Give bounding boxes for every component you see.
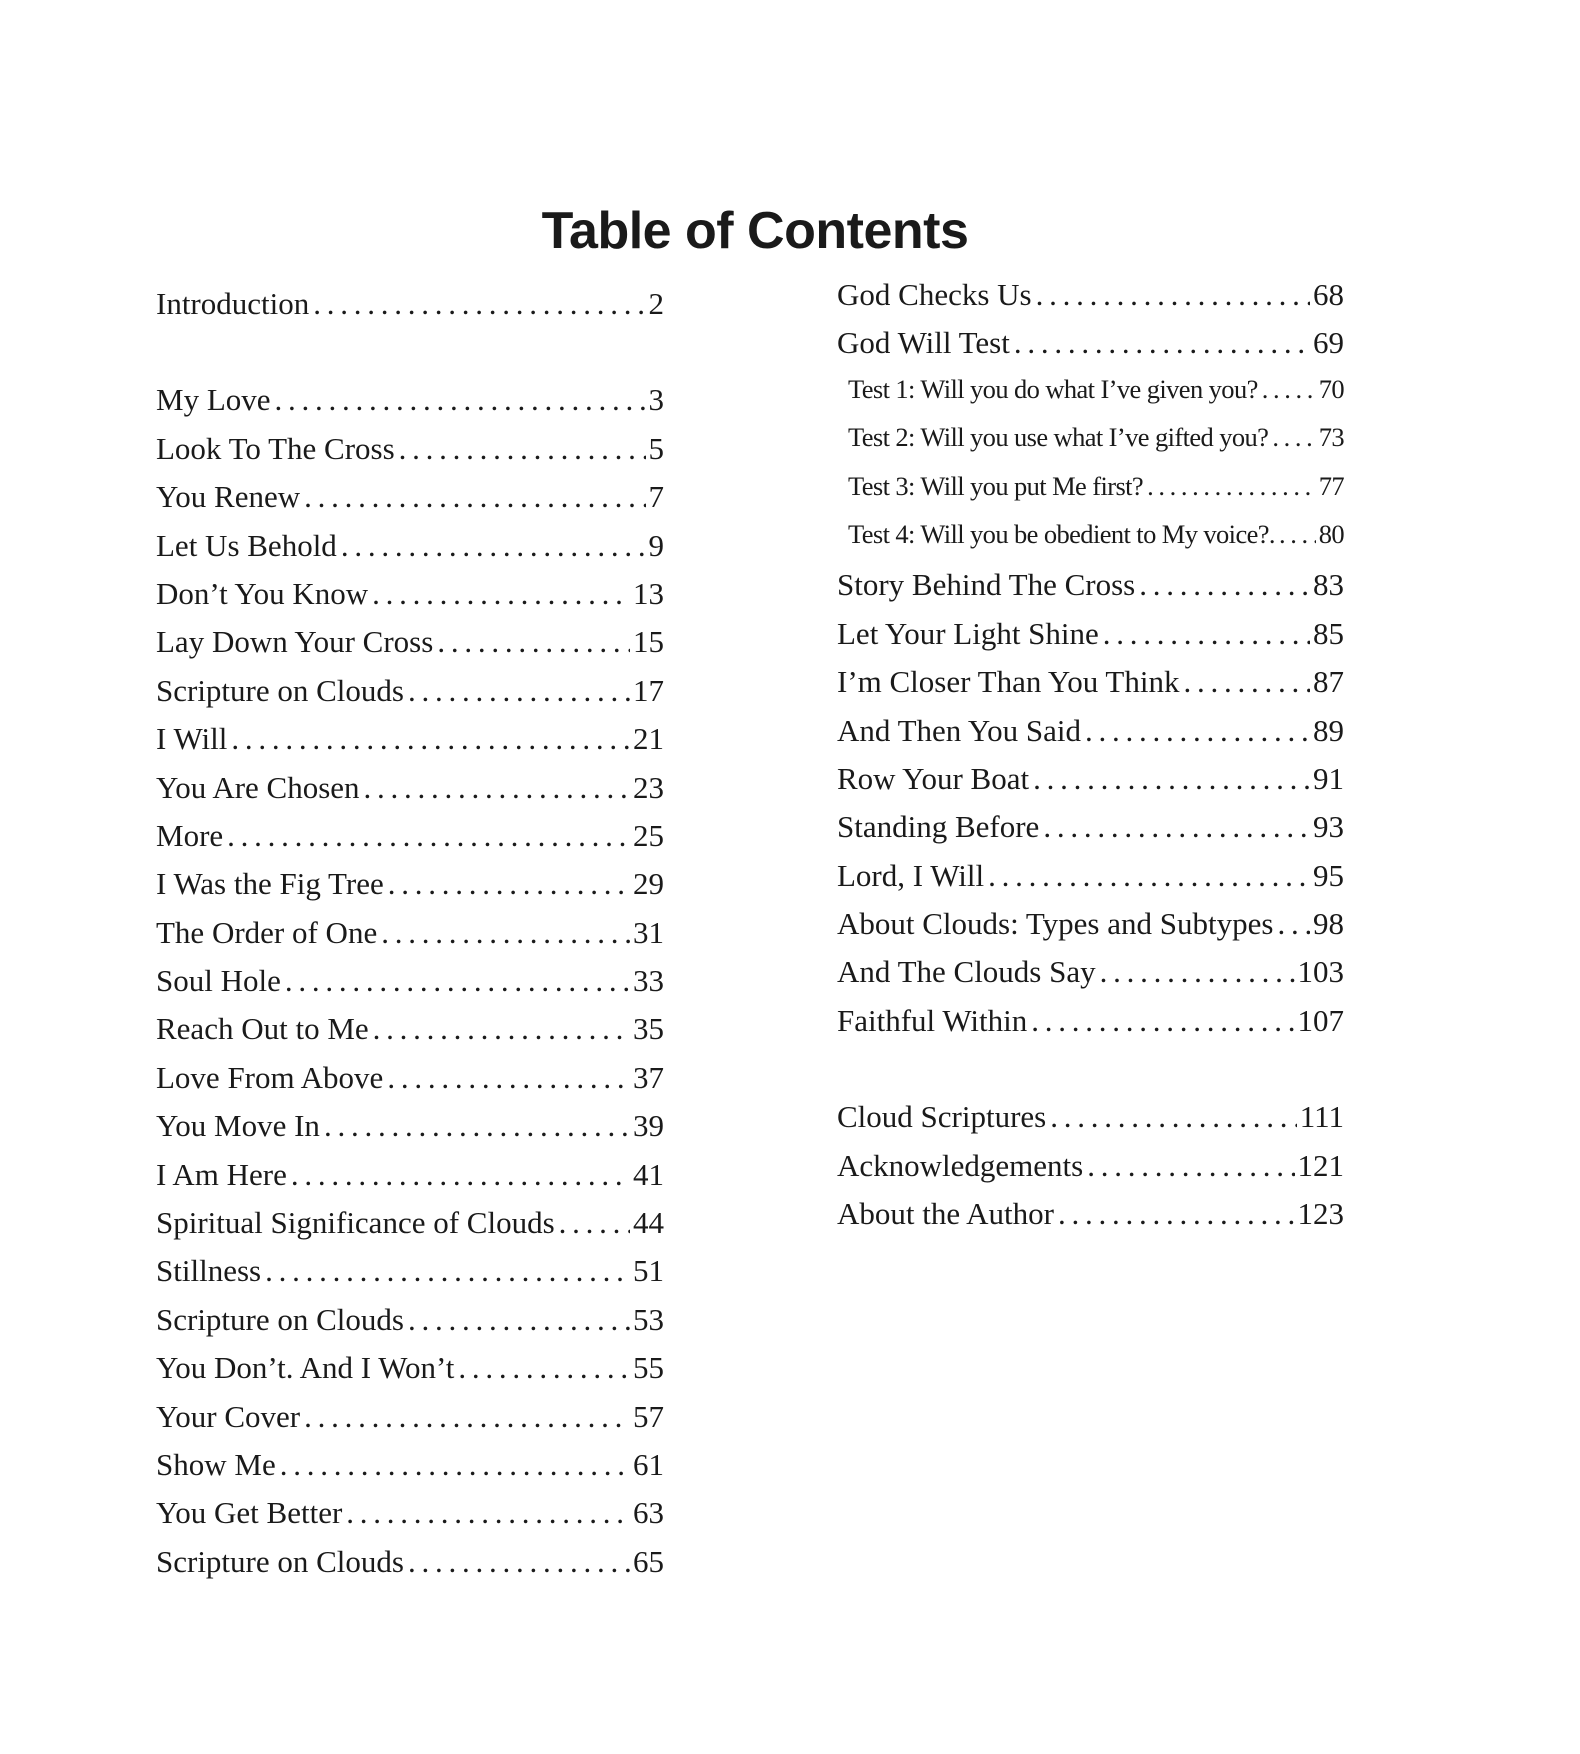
dot-leader — [408, 1302, 630, 1338]
dot-leader — [324, 1108, 630, 1144]
toc-entry[interactable] — [156, 1302, 664, 1350]
toc-entry-introduction[interactable] — [156, 286, 664, 334]
toc-entry[interactable] — [156, 1253, 664, 1301]
toc-entry-page: 51 — [633, 1253, 664, 1289]
dot-leader — [1277, 906, 1310, 942]
toc-entry-page: 85 — [1313, 615, 1344, 651]
toc-entry[interactable] — [156, 915, 664, 963]
toc-entry[interactable] — [837, 809, 1344, 857]
dot-leader — [1043, 809, 1310, 845]
toc-entry-label: I Am Here — [156, 1156, 287, 1192]
dot-leader — [372, 576, 630, 612]
toc-entry[interactable] — [156, 818, 664, 866]
toc-entry-label: Test 4: Will you be obedient to My voice?. — [848, 518, 1275, 549]
toc-entry-label: Reach Out to Me — [156, 1011, 369, 1047]
toc-entry-page: 35 — [633, 1011, 664, 1047]
dot-leader — [285, 963, 630, 999]
section-gap — [837, 1051, 1344, 1099]
toc-entry-label: More — [156, 817, 224, 853]
toc-entry[interactable] — [156, 1108, 664, 1156]
toc-entry-page: 111 — [1299, 1099, 1344, 1135]
toc-entry-label: And Then You Said — [837, 712, 1082, 748]
toc-entry[interactable] — [156, 1060, 664, 1108]
toc-entry-label: About Clouds: Types and Subtypes — [837, 906, 1274, 942]
toc-entry-label: Test 1: Will you do what I’ve given you? — [848, 373, 1258, 404]
dot-leader — [1033, 761, 1310, 797]
toc-entry-page: 23 — [633, 769, 664, 805]
dot-leader — [364, 770, 630, 806]
toc-entry-page: 33 — [633, 963, 664, 999]
toc-entry[interactable] — [156, 479, 664, 527]
dot-leader — [1058, 1196, 1295, 1232]
dot-leader — [291, 1157, 630, 1193]
toc-entry[interactable] — [156, 1399, 664, 1447]
toc-entry-label: Story Behind The Cross — [837, 567, 1136, 603]
toc-right-entries — [837, 277, 1344, 1051]
toc-entry-page: 70 — [1318, 373, 1344, 404]
toc-entry-page: 98 — [1313, 906, 1344, 942]
toc-entry-page: 7 — [648, 479, 664, 515]
toc-entry-page: 2 — [648, 286, 664, 321]
toc-entry-label: Show Me — [156, 1446, 276, 1482]
toc-entry-label: You Move In — [156, 1108, 320, 1144]
toc-entry-label: Let Us Behold — [156, 527, 337, 563]
toc-entry-page: 69 — [1313, 325, 1344, 361]
dot-leader — [1100, 954, 1295, 990]
toc-entry[interactable] — [837, 858, 1344, 906]
toc-entry-label: Acknowledgements — [837, 1147, 1084, 1183]
toc-entry-label: God Will Test — [837, 325, 1010, 361]
dot-leader — [399, 431, 646, 467]
toc-entry[interactable] — [156, 576, 664, 624]
dot-leader — [304, 479, 645, 515]
toc-entry-page: 37 — [633, 1059, 664, 1095]
toc-entry-page: 89 — [1313, 712, 1344, 748]
dot-leader — [227, 818, 630, 854]
toc-entry-label: Spiritual Significance of Clouds — [156, 1205, 555, 1241]
dot-leader — [1279, 519, 1316, 550]
toc-entry-label: Don’t You Know — [156, 575, 369, 611]
toc-entry-label: Your Cover — [156, 1398, 301, 1434]
toc-entry[interactable] — [837, 422, 1344, 470]
toc-entry-label: Row Your Boat — [837, 760, 1030, 796]
toc-right-column — [837, 277, 1344, 1244]
dot-leader — [408, 673, 630, 709]
toc-entry[interactable] — [156, 1544, 664, 1592]
toc-entry-page: 83 — [1313, 567, 1344, 603]
toc-entry-page: 21 — [633, 721, 664, 757]
toc-entry-label: Test 3: Will you put Me first? — [848, 470, 1144, 501]
toc-entry[interactable] — [156, 528, 664, 576]
toc-entry-label: The Order of One — [156, 914, 378, 950]
toc-left-column — [156, 286, 664, 1592]
toc-entry-label: You Don’t. And I Won’t — [156, 1350, 455, 1386]
toc-entry[interactable] — [837, 1148, 1344, 1196]
dot-leader — [1103, 616, 1310, 652]
toc-entry[interactable] — [837, 664, 1344, 712]
dot-leader — [458, 1350, 630, 1386]
toc-entry-label: Lord, I Will — [837, 857, 985, 893]
toc-entry[interactable] — [837, 519, 1344, 567]
dot-leader — [1014, 325, 1310, 361]
toc-entry-label: Test 2: Will you use what I’ve gifted you? — [848, 422, 1269, 453]
dot-leader — [1087, 1148, 1294, 1184]
dot-leader — [304, 1399, 630, 1435]
toc-entry[interactable] — [837, 1003, 1344, 1051]
toc-entry[interactable] — [156, 770, 664, 818]
toc-entry-label: Scripture on Clouds — [156, 1301, 404, 1337]
toc-entry-page: 41 — [633, 1156, 664, 1192]
dot-leader — [559, 1205, 630, 1241]
toc-entry-label: I’m Closer Than You Think — [837, 664, 1180, 700]
toc-entry[interactable] — [837, 906, 1344, 954]
toc-entry[interactable] — [156, 431, 664, 479]
toc-entry-page: 29 — [633, 866, 664, 902]
toc-entry[interactable] — [837, 761, 1344, 809]
dot-leader — [1036, 277, 1310, 313]
toc-entry-label: And The Clouds Say — [837, 954, 1096, 990]
toc-entry[interactable] — [156, 963, 664, 1011]
toc-entry-label: Soul Hole — [156, 963, 281, 999]
dot-leader — [1085, 713, 1310, 749]
dot-leader — [1272, 422, 1315, 453]
dot-leader — [1139, 567, 1310, 603]
toc-entry-page: 107 — [1297, 1002, 1344, 1038]
toc-entry-label: About the Author — [837, 1196, 1054, 1232]
toc-entry[interactable] — [837, 954, 1344, 1002]
toc-entry-page: 3 — [648, 382, 664, 418]
dot-leader — [381, 915, 630, 951]
dot-leader — [387, 1060, 630, 1096]
toc-entry-page: 77 — [1318, 470, 1344, 501]
toc-entry-page: 103 — [1297, 954, 1344, 990]
toc-entry-page: 95 — [1313, 857, 1344, 893]
toc-left-entries — [156, 382, 664, 1592]
toc-entry-label: Cloud Scriptures — [837, 1099, 1047, 1135]
toc-entry-label: Standing Before — [837, 809, 1040, 845]
toc-entry[interactable] — [156, 866, 664, 914]
toc-entry-page: 80 — [1318, 518, 1344, 549]
toc-entry-page: 61 — [633, 1446, 664, 1482]
dot-leader — [1031, 1003, 1294, 1039]
toc-entry-label: Scripture on Clouds — [156, 672, 404, 708]
toc-entry[interactable] — [837, 567, 1344, 615]
toc-entry-label: I Will — [156, 721, 228, 757]
toc-entry-page: 9 — [648, 527, 664, 563]
toc-back-matter — [837, 1099, 1344, 1244]
toc-entry-label: Faithful Within — [837, 1002, 1028, 1038]
toc-entry-label: Lay Down Your Cross — [156, 624, 434, 660]
toc-entry[interactable] — [837, 374, 1344, 422]
toc-entry-page: 91 — [1313, 760, 1344, 796]
toc-entry-page: 17 — [633, 672, 664, 708]
toc-entry-page: 68 — [1313, 277, 1344, 312]
toc-entry[interactable] — [156, 1205, 664, 1253]
toc-entry[interactable] — [156, 721, 664, 769]
toc-entry-label: Let Your Light Shine — [837, 615, 1099, 651]
toc-entry-label: Scripture on Clouds — [156, 1543, 404, 1579]
dot-leader — [408, 1544, 630, 1580]
toc-entry[interactable] — [837, 277, 1344, 325]
toc-entry-page: 121 — [1297, 1147, 1344, 1183]
toc-entry[interactable] — [156, 673, 664, 721]
toc-entry-page: 39 — [633, 1108, 664, 1144]
toc-entry[interactable] — [156, 1011, 664, 1059]
toc-entry-page: 123 — [1297, 1196, 1344, 1232]
toc-entry-label: You Are Chosen — [156, 769, 360, 805]
toc-entry[interactable] — [156, 382, 664, 430]
toc-entry-page: 15 — [633, 624, 664, 660]
toc-entry[interactable] — [156, 624, 664, 672]
dot-leader — [373, 1011, 630, 1047]
page-title: Table of Contents — [541, 201, 969, 260]
dot-leader — [346, 1495, 630, 1531]
toc-entry-label: Introduction — [156, 286, 310, 321]
dot-leader — [1147, 471, 1316, 502]
toc-entry-page: 44 — [633, 1205, 664, 1241]
dot-leader — [1050, 1099, 1297, 1135]
toc-entry-page: 63 — [633, 1495, 664, 1531]
toc-entry-label: Look To The Cross — [156, 430, 395, 466]
dot-leader — [1262, 374, 1316, 405]
dot-leader — [275, 382, 646, 418]
toc-entry[interactable] — [837, 325, 1344, 373]
toc-entry-page: 87 — [1313, 664, 1344, 700]
toc-entry[interactable] — [837, 471, 1344, 519]
toc-entry-page: 65 — [633, 1543, 664, 1579]
dot-leader — [1183, 664, 1310, 700]
toc-entry[interactable] — [156, 1157, 664, 1205]
toc-entry-page: 13 — [633, 575, 664, 611]
toc-entry-label: You Renew — [156, 479, 301, 515]
toc-entry[interactable] — [156, 1495, 664, 1543]
toc-entry-page: 25 — [633, 817, 664, 853]
toc-entry[interactable] — [837, 1099, 1344, 1147]
toc-entry-page: 31 — [633, 914, 664, 950]
toc-entry[interactable] — [156, 1447, 664, 1495]
toc-entry-label: I Was the Fig Tree — [156, 866, 384, 902]
toc-entry[interactable] — [156, 1350, 664, 1398]
toc-entry-label: God Checks Us — [837, 277, 1032, 312]
dot-leader — [265, 1253, 630, 1289]
dot-leader — [313, 286, 645, 322]
section-gap — [156, 334, 664, 382]
dot-leader — [988, 858, 1310, 894]
toc-entry-page: 5 — [648, 430, 664, 466]
dot-leader — [341, 528, 646, 564]
toc-entry-label: You Get Better — [156, 1495, 343, 1531]
toc-entry-label: Stillness — [156, 1253, 262, 1289]
toc-entry-page: 93 — [1313, 809, 1344, 845]
dot-leader — [437, 624, 630, 660]
dot-leader — [388, 866, 630, 902]
toc-entry-label: My Love — [156, 382, 271, 418]
toc-entry-page: 53 — [633, 1301, 664, 1337]
toc-entry[interactable] — [837, 616, 1344, 664]
toc-entry[interactable] — [837, 713, 1344, 761]
toc-entry[interactable] — [837, 1196, 1344, 1244]
toc-entry-page: 73 — [1318, 422, 1344, 453]
toc-entry-page: 57 — [633, 1398, 664, 1434]
toc-entry-label: Love From Above — [156, 1059, 384, 1095]
dot-leader — [280, 1447, 630, 1483]
toc-entry-page: 55 — [633, 1350, 664, 1386]
dot-leader — [231, 721, 630, 757]
